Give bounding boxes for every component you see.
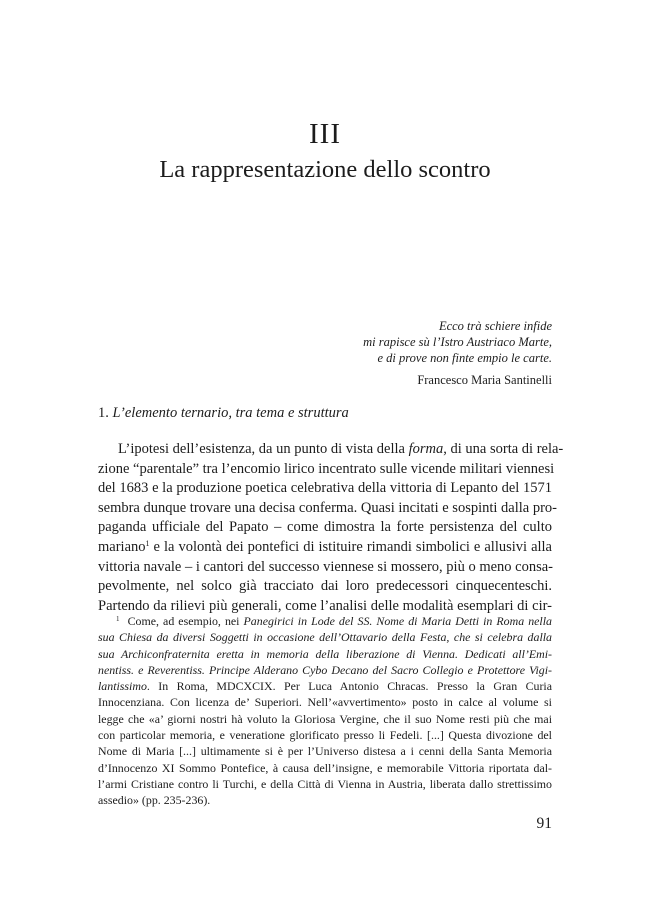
body-text-run: , di una sorta di rela- — [443, 441, 564, 457]
footnote-line — [98, 662, 552, 678]
section-number: 1. — [98, 405, 109, 421]
body-line: del 1683 e la produzione poetica celebrativa della vittoria di Lepanto del 1571 — [98, 480, 552, 497]
footnote-line: legge che «a’ giorni nostri hà voluto la Gloriosa Vergine, che il suo Nome resti più che mai — [98, 711, 552, 726]
body-line: Partendo da rilievi più generali, come l’analisi delle modalità esemplari di cir- — [98, 597, 552, 614]
page-number: 91 — [536, 815, 552, 832]
body-line: vittoria navale – i cantori del successo viennese si mossero, più o meno consa- — [98, 558, 554, 575]
footnote-italic: sua Chiesa da diversi Soggetti in occasione dell’Ottavario della Festa, che si celebra dalla — [98, 630, 552, 645]
footnote-line: d’Innocenzo XI Sommo Pontefice, à causa dell’insigne, e memorabile Vittoria riportata dal- — [98, 760, 552, 775]
epigraph-line: e di prove non finte empio le carte. — [377, 351, 552, 365]
body-line: paganda ufficiale del Papato – come dimostra la forte persistenza del culto — [98, 519, 552, 536]
footnote-italic: lantissimo — [98, 679, 147, 694]
footnote-italic: sua Archiconfraternita eretta in memoria della liberazione di Vienna. Dedicati all’Emi- — [98, 646, 552, 661]
footnote-text-run: . In Roma, MDCXCIX. Per Luca Antonio Chracas. Presso la Gran Curia — [146, 679, 552, 694]
footnote-line: Nome di Maria [...] ultimamente si è per l’Universo distesa a i cenni della Santa Memoria — [98, 744, 552, 759]
chapter-title: La rappresentazione dello scontro — [159, 156, 491, 183]
epigraph — [222, 318, 552, 388]
epigraph-line: mi rapisce sù l’Istro Austriaco Marte, — [363, 335, 552, 349]
footnote-line: assedio» (pp. 235-236). — [98, 793, 211, 808]
footnote-line — [98, 646, 552, 662]
section-heading — [98, 405, 349, 422]
footnote-italic: nentiss. e Reverentiss. Principe Alderano Cybo Decano del Sacro Collegio e Protettore Vigi- — [98, 662, 552, 677]
epigraph-line: Ecco trà schiere infide — [438, 319, 552, 333]
body-line: sembra dunque trovare una decisa conferma. Quasi incitati e sospinti dalla pro- — [98, 499, 558, 516]
section-title: L’elemento ternario, tra tema e struttura — [112, 405, 349, 421]
footnote-marker: 1 — [116, 615, 120, 623]
footnote-line — [98, 613, 552, 629]
footnote-line: Innocenziana. Con licenza de’ Superiori. Nell’«avvertimento» posto in calce al volume si — [98, 695, 552, 710]
footnote-line — [98, 629, 552, 645]
footnote-text-run: Come, ad esempio, nei — [127, 614, 244, 628]
epigraph-author: Francesco Maria Santinelli — [417, 373, 552, 387]
body-paragraph — [98, 440, 564, 616]
footnote-line — [98, 678, 552, 694]
footnote-italic: Panegirici in Lode del SS. Nome di Maria Detti in Roma nella — [243, 614, 552, 628]
body-text-run: e la volontà dei pontefici di istituire rimandi simbolici e allusivi alla — [149, 538, 552, 555]
footnote-reference[interactable]: 1 — [145, 538, 150, 548]
body-emphasis: forma — [408, 441, 444, 457]
body-line: zione “parentale” tra l’encomio lirico incentrato sulle vicende militari viennesi — [98, 460, 555, 477]
footnote — [98, 613, 552, 809]
body-line — [98, 440, 564, 460]
footnote-line: l’armi Cristiane contro li Turchi, e della Città di Vienna in Austria, liberata dallo strettissimo — [98, 776, 552, 791]
body-text-run: L’ipotesi dell’esistenza, da un punto di vista della — [118, 441, 409, 457]
footnote-line: con particolar memoria, e veneratione glorificato presso li Fedeli. [...] Questa divozione del — [98, 728, 552, 743]
chapter-number: III — [309, 118, 341, 150]
body-line: pevolmente, nel solco già tracciato dai loro predecessori cinquecenteschi. — [98, 578, 552, 595]
body-line — [98, 538, 552, 558]
body-text-run: mariano — [98, 538, 146, 555]
